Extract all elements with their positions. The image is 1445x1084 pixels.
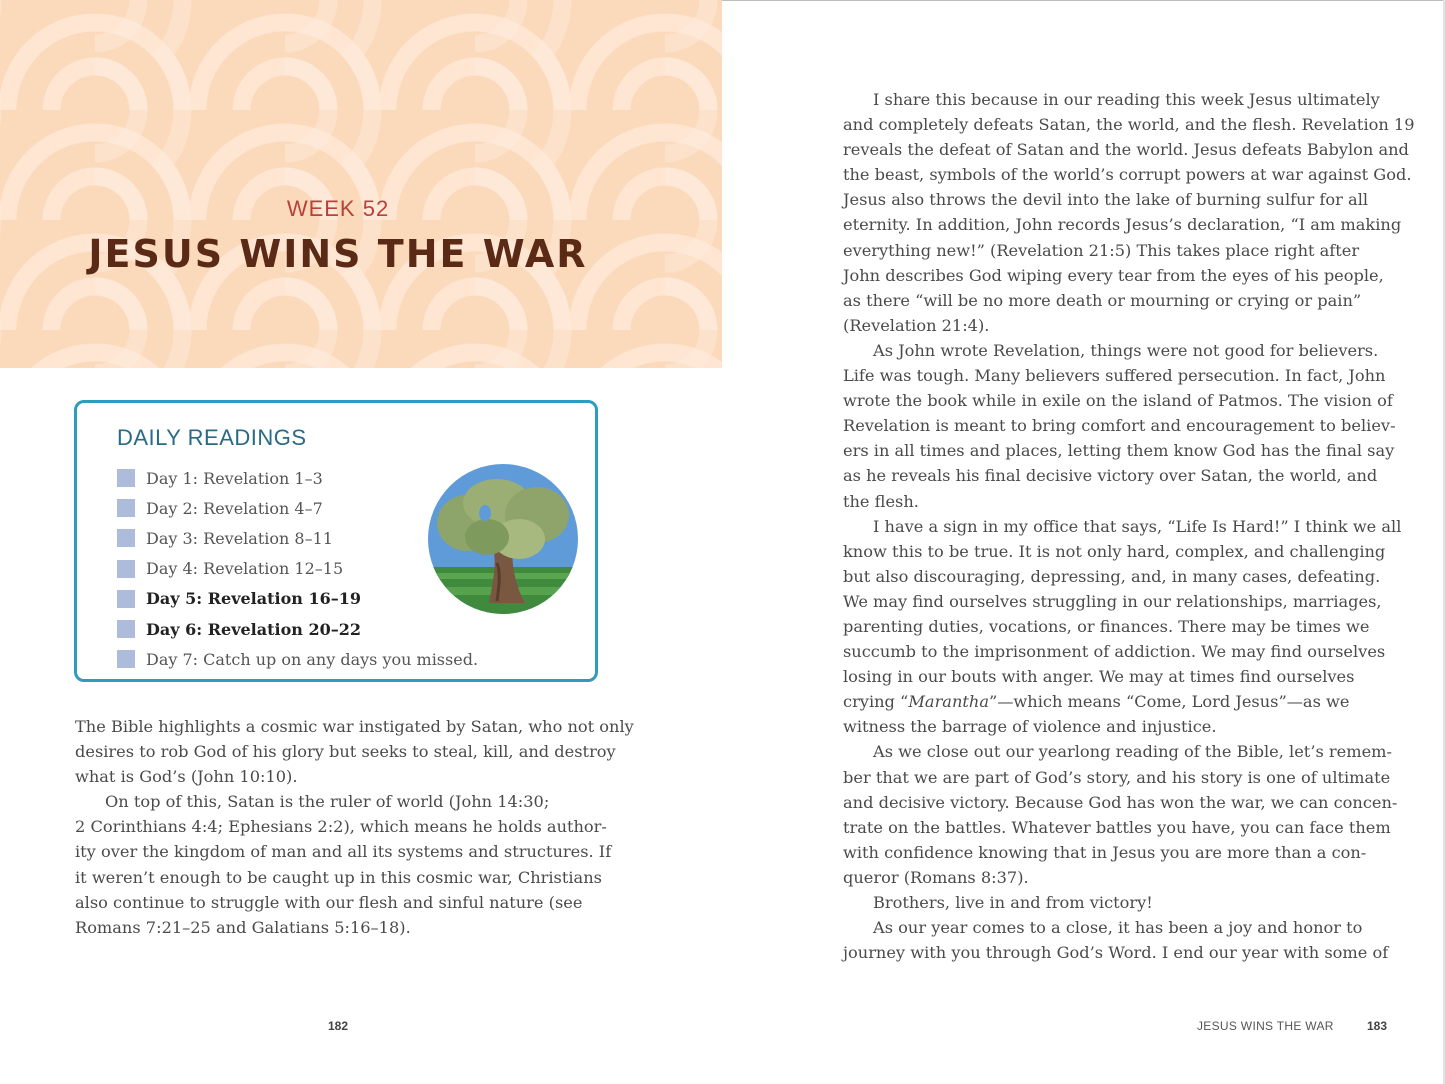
tree-illustration-icon: [427, 463, 579, 615]
reading-label: Day 4: Revelation 12–15: [146, 559, 344, 579]
checkbox-icon[interactable]: [117, 590, 135, 608]
text-line: losing in our bouts with anger. We may at times find ourselves: [843, 667, 1355, 687]
text-line: ers in all times and places, letting them know God has the final say: [843, 441, 1395, 461]
reading-item-day-6[interactable]: [117, 614, 478, 644]
text-line: and decisive victory. Because God has won the war, we can concen-: [843, 792, 1398, 812]
text-line: eternity. In addition, John records Jesus’s declaration, “I am making: [843, 215, 1402, 235]
page-number-left: 182: [328, 1019, 349, 1033]
text-line: As our year comes to a close, it has been a joy and honor to: [873, 918, 1363, 938]
right-body-text: [843, 87, 1415, 965]
checkbox-icon[interactable]: [117, 620, 135, 638]
text-line: I have a sign in my office that says, “Life Is Hard!” I think we all: [873, 516, 1402, 536]
reading-label: Day 3: Revelation 8–11: [146, 528, 333, 548]
reading-item-day-2[interactable]: [117, 493, 478, 523]
left-body-text: [75, 714, 634, 940]
text-line: The Bible highlights a cosmic war instigated by Satan, who not only: [75, 717, 634, 736]
text-line: what is God’s (John 10:10).: [75, 767, 298, 787]
text-line: Jesus also throws the devil into the lake of burning sulfur for all: [843, 190, 1369, 210]
text-line: crying “Marantha”—which means “Come, Lord Jesus”—as we: [843, 692, 1350, 712]
text-line: ber that we are part of God’s story, and his story is one of ultimate: [843, 767, 1391, 787]
text-line: also continue to struggle with our flesh and sinful nature (see: [75, 892, 583, 912]
text-line: Brothers, live in and from victory!: [873, 893, 1153, 912]
text-line: Revelation is meant to bring comfort and encouragement to believ-: [843, 416, 1396, 436]
text-line: wrote the book while in exile on the island of Patmos. The vision of: [843, 391, 1393, 411]
text-line: know this to be true. It is not only hard, complex, and challenging: [843, 541, 1386, 561]
text-line: parenting duties, vocations, or finances. There may be times we: [843, 616, 1370, 636]
reading-label: Day 1: Revelation 1–3: [146, 468, 323, 488]
text-line: it weren’t enough to be caught up in this cosmic war, Christians: [75, 867, 602, 887]
checkbox-icon[interactable]: [117, 560, 135, 578]
text-line: As we close out our yearlong reading of the Bible, let’s remem-: [873, 742, 1392, 762]
emphasized-word: Marantha: [908, 692, 989, 712]
checkbox-icon[interactable]: [117, 529, 135, 547]
page-number-right: 183: [1367, 1019, 1388, 1033]
text-line: John describes God wiping every tear from the eyes of his people,: [843, 265, 1384, 285]
text-line: queror (Romans 8:37).: [843, 867, 1029, 887]
left-page: [0, 0, 722, 1084]
right-page: [722, 0, 1445, 1084]
daily-readings-box: [74, 400, 598, 682]
text-line: reveals the defeat of Satan and the world. Jesus defeats Babylon and: [843, 140, 1409, 160]
text-line: but also discouraging, depressing, and, in many cases, defeating.: [843, 566, 1381, 586]
text-line: the beast, symbols of the world’s corrupt powers at war against God.: [843, 165, 1412, 185]
text-line: everything new!” (Revelation 21:5) This takes place right after: [843, 240, 1360, 260]
text-line: desires to rob God of his glory but seeks to steal, kill, and destroy: [75, 742, 616, 762]
text-line: We may find ourselves struggling in our relationships, marriages,: [843, 591, 1382, 611]
running-head: JESUS WINS THE WAR: [1197, 1019, 1334, 1033]
reading-item-day-7[interactable]: [117, 644, 478, 674]
text-line: and completely defeats Satan, the world, and the flesh. Revelation 19: [843, 115, 1415, 135]
week-label: WEEK 52: [286, 196, 390, 221]
reading-item-day-1[interactable]: [117, 463, 478, 493]
text-line: succumb to the imprisonment of addiction. We may find ourselves: [843, 642, 1386, 662]
reading-item-day-5[interactable]: [117, 584, 478, 614]
chapter-header-band: [0, 0, 722, 368]
reading-item-day-4[interactable]: [117, 554, 478, 584]
reading-label: Day 7: Catch up on any days you missed.: [146, 649, 479, 669]
text-line: witness the barrage of violence and injustice.: [843, 717, 1217, 737]
text-line: trate on the battles. Whatever battles you have, you can face them: [843, 817, 1391, 837]
text-line: journey with you through God’s Word. I end our year with some of: [843, 943, 1389, 963]
chapter-title: JESUS WINS THE WAR: [88, 232, 588, 276]
text-line: ity over the kingdom of man and all its systems and structures. If: [75, 842, 612, 862]
checkbox-icon[interactable]: [117, 499, 135, 517]
daily-readings-title: DAILY READINGS: [117, 425, 307, 450]
text-line: with confidence knowing that in Jesus you are more than a con-: [843, 842, 1367, 862]
text-line: the flesh.: [843, 491, 919, 511]
text-line: I share this because in our reading this week Jesus ultimately: [873, 90, 1380, 109]
text-line: (Revelation 21:4).: [843, 315, 990, 335]
daily-readings-list: [117, 463, 478, 674]
text-line: 2 Corinthians 4:4; Ephesians 2:2), which means he holds author-: [75, 817, 607, 837]
text-line: as there “will be no more death or mourning or crying or pain”: [843, 290, 1362, 310]
text-line: Life was tough. Many believers suffered persecution. In fact, John: [843, 366, 1386, 386]
checkbox-icon[interactable]: [117, 650, 135, 668]
text-line: Romans 7:21–25 and Galatians 5:16–18).: [75, 917, 411, 937]
reading-label: Day 6: Revelation 20–22: [146, 619, 361, 639]
text-line: On top of this, Satan is the ruler of world (John 14:30;: [105, 792, 550, 812]
reading-item-day-3[interactable]: [117, 523, 478, 553]
text-line: as he reveals his final decisive victory over Satan, the world, and: [843, 466, 1378, 486]
reading-label: Day 2: Revelation 4–7: [146, 498, 323, 518]
reading-label: Day 5: Revelation 16–19: [146, 589, 361, 609]
text-line: As John wrote Revelation, things were not good for believers.: [873, 340, 1379, 360]
checkbox-icon[interactable]: [117, 469, 135, 487]
